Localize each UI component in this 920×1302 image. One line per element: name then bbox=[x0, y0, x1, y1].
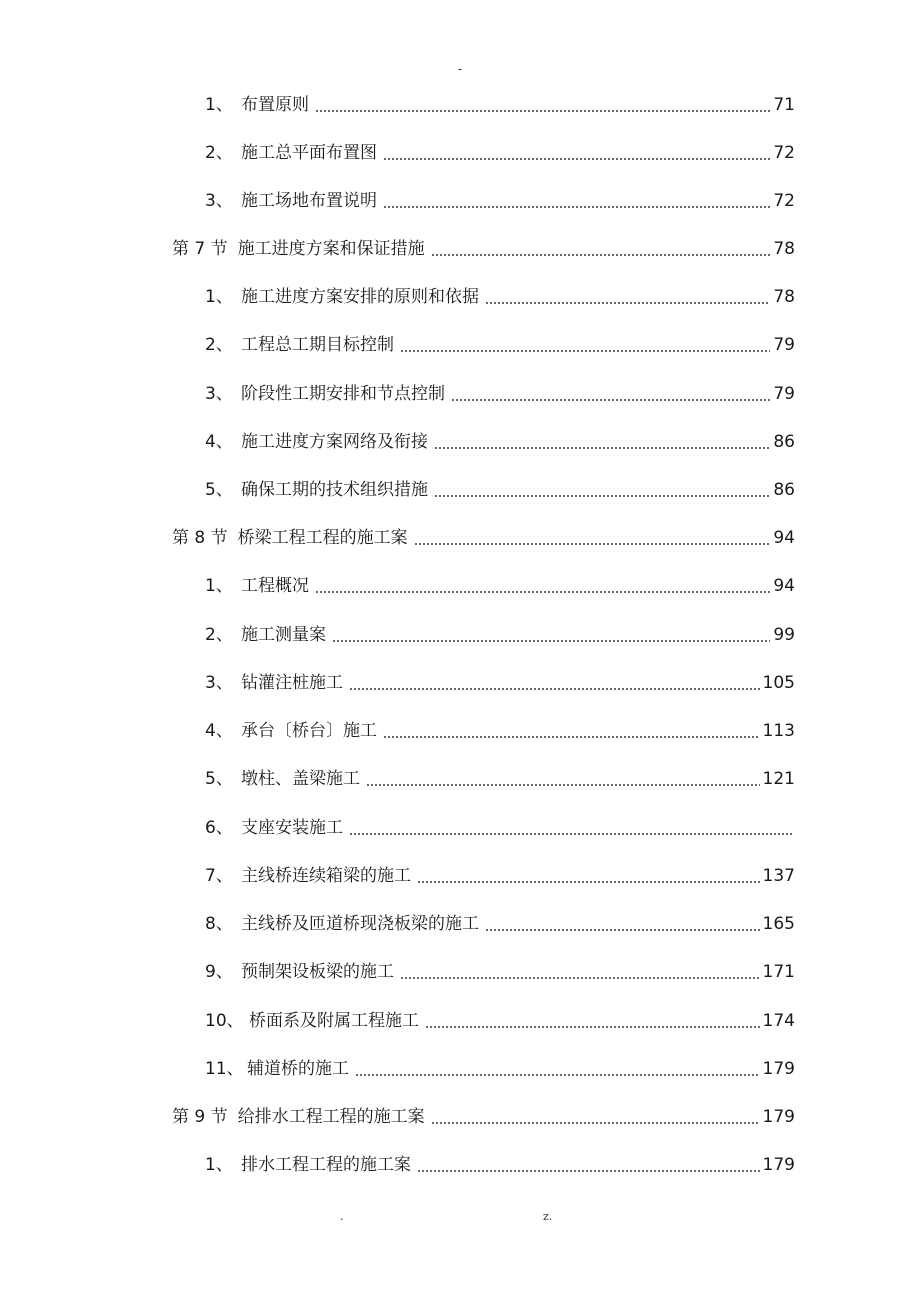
toc-entry-number: 1、 bbox=[205, 1155, 233, 1175]
toc-section-entry[interactable] bbox=[172, 1102, 795, 1132]
toc-entry-number: 6、 bbox=[205, 818, 233, 838]
toc-section-title: 桥梁工程工程的施工案 bbox=[237, 528, 408, 548]
toc-section-page: 179 bbox=[762, 1107, 795, 1127]
toc-section-number: 第 9 节 bbox=[172, 1107, 228, 1127]
toc-entry[interactable] bbox=[205, 668, 795, 698]
toc-entry-title: 主线桥及匝道桥现浇板梁的施工 bbox=[241, 914, 479, 934]
toc-entry-title: 施工进度方案安排的原则和依据 bbox=[241, 287, 479, 307]
toc-entry[interactable] bbox=[205, 957, 795, 987]
toc-entry-number: 5、 bbox=[205, 480, 233, 500]
toc-entry[interactable] bbox=[205, 1006, 795, 1036]
dot-leader bbox=[485, 929, 760, 931]
toc-entry-number: 3、 bbox=[205, 191, 233, 211]
toc-section-number: 第 8 节 bbox=[172, 528, 228, 548]
toc-entry-number: 1、 bbox=[205, 576, 233, 596]
toc-entry-title: 主线桥连续箱梁的施工 bbox=[241, 866, 411, 886]
dot-leader bbox=[383, 158, 770, 160]
toc-entry-title: 辅道桥的施工 bbox=[247, 1059, 349, 1079]
toc-entry-number: 2、 bbox=[205, 335, 233, 355]
table-of-contents bbox=[0, 82, 920, 1192]
toc-entry-number: 11、 bbox=[205, 1059, 244, 1079]
toc-entry-title: 施工测量案 bbox=[241, 625, 326, 645]
toc-entry-number: 7、 bbox=[205, 866, 233, 886]
dot-leader bbox=[431, 254, 771, 256]
toc-entry-number: 10、 bbox=[205, 1011, 244, 1031]
toc-entry-number: 3、 bbox=[205, 384, 233, 404]
toc-entry-number: 3、 bbox=[205, 673, 233, 693]
toc-entry-page: 171 bbox=[762, 962, 795, 982]
toc-section-entry[interactable] bbox=[172, 234, 795, 264]
toc-entry-title: 确保工期的技术组织措施 bbox=[241, 480, 428, 500]
toc-entry[interactable] bbox=[205, 716, 795, 746]
dot-leader bbox=[332, 640, 770, 642]
toc-entry-title: 支座安装施工 bbox=[241, 818, 343, 838]
toc-entry-title: 工程总工期目标控制 bbox=[241, 335, 394, 355]
toc-entry-page: 137 bbox=[762, 866, 795, 886]
toc-section-title: 施工进度方案和保证措施 bbox=[237, 239, 425, 259]
toc-section-number: 第 7 节 bbox=[172, 239, 228, 259]
toc-entry[interactable] bbox=[205, 475, 795, 505]
toc-section-title: 给排水工程工程的施工案 bbox=[237, 1107, 425, 1127]
dot-leader bbox=[366, 784, 760, 786]
toc-entry-number: 4、 bbox=[205, 432, 233, 452]
toc-entry-title: 钻灌注桩施工 bbox=[241, 673, 343, 693]
toc-entry-page: 86 bbox=[773, 480, 795, 500]
toc-entry-page: 174 bbox=[762, 1011, 795, 1031]
dot-leader bbox=[349, 688, 760, 690]
toc-entry-number: 1、 bbox=[205, 287, 233, 307]
toc-entry-page: 79 bbox=[773, 384, 795, 404]
toc-entry-title: 桥面系及附属工程施工 bbox=[249, 1011, 419, 1031]
toc-entry-page: 179 bbox=[762, 1155, 795, 1175]
toc-entry[interactable] bbox=[205, 90, 795, 120]
dot-leader bbox=[451, 399, 770, 401]
dot-leader bbox=[383, 736, 760, 738]
toc-entry[interactable] bbox=[205, 330, 795, 360]
toc-entry-title: 施工总平面布置图 bbox=[241, 143, 377, 163]
dot-leader bbox=[434, 495, 770, 497]
toc-section-page: 94 bbox=[773, 528, 795, 548]
page-footer bbox=[0, 1210, 920, 1226]
toc-entry-page: 86 bbox=[773, 432, 795, 452]
toc-entry-page: 105 bbox=[762, 673, 795, 693]
toc-entry-page: 99 bbox=[773, 625, 795, 645]
toc-entry[interactable] bbox=[205, 186, 795, 216]
toc-entry[interactable] bbox=[205, 861, 795, 891]
dot-leader bbox=[425, 1026, 760, 1028]
toc-entry-page: 71 bbox=[773, 95, 795, 115]
toc-entry[interactable] bbox=[205, 764, 795, 794]
toc-entry-page: 79 bbox=[773, 335, 795, 355]
toc-entry-title: 承台〔桥台〕施工 bbox=[241, 721, 377, 741]
toc-entry-number: 2、 bbox=[205, 625, 233, 645]
dot-leader bbox=[349, 833, 792, 835]
toc-entry-number: 2、 bbox=[205, 143, 233, 163]
toc-section-entry[interactable] bbox=[172, 523, 795, 553]
dot-leader bbox=[414, 543, 771, 545]
dot-leader bbox=[315, 591, 770, 593]
toc-section-page: 78 bbox=[773, 239, 795, 259]
toc-entry-title: 预制架设板梁的施工 bbox=[241, 962, 394, 982]
toc-entry[interactable] bbox=[205, 1150, 795, 1180]
toc-entry-page: 113 bbox=[762, 721, 795, 741]
toc-entry-page: 121 bbox=[762, 769, 795, 789]
toc-entry-title: 施工场地布置说明 bbox=[241, 191, 377, 211]
toc-entry[interactable] bbox=[205, 379, 795, 409]
toc-entry-title: 阶段性工期安排和节点控制 bbox=[241, 384, 445, 404]
toc-entry[interactable] bbox=[205, 138, 795, 168]
toc-entry-page: 94 bbox=[773, 576, 795, 596]
toc-entry[interactable] bbox=[205, 427, 795, 457]
toc-entry-page: 78 bbox=[773, 287, 795, 307]
toc-entry-number: 9、 bbox=[205, 962, 233, 982]
toc-entry-title: 工程概况 bbox=[241, 576, 309, 596]
toc-entry-page: 165 bbox=[762, 914, 795, 934]
dot-leader bbox=[355, 1074, 760, 1076]
toc-entry-number: 4、 bbox=[205, 721, 233, 741]
toc-entry[interactable] bbox=[205, 813, 795, 843]
footer-right-mark: z. bbox=[543, 1210, 553, 1223]
dot-leader bbox=[485, 302, 770, 304]
footer-left-mark: . bbox=[340, 1210, 344, 1223]
toc-entry[interactable] bbox=[205, 1054, 795, 1084]
toc-entry-page: 72 bbox=[773, 191, 795, 211]
toc-entry[interactable] bbox=[205, 571, 795, 601]
dot-leader bbox=[400, 977, 760, 979]
dot-leader bbox=[431, 1122, 760, 1124]
dot-leader bbox=[383, 206, 770, 208]
toc-entry-title: 排水工程工程的施工案 bbox=[241, 1155, 411, 1175]
dot-leader bbox=[417, 881, 760, 883]
toc-entry[interactable] bbox=[205, 909, 795, 939]
dot-leader bbox=[434, 447, 770, 449]
toc-entry-page: 72 bbox=[773, 143, 795, 163]
dot-leader bbox=[400, 350, 770, 352]
toc-entry-title: 墩柱、盖梁施工 bbox=[241, 769, 360, 789]
header-mark: - bbox=[457, 62, 463, 76]
dot-leader bbox=[315, 110, 770, 112]
toc-entry[interactable] bbox=[205, 620, 795, 650]
toc-entry-title: 布置原则 bbox=[241, 95, 309, 115]
toc-entry-number: 8、 bbox=[205, 914, 233, 934]
toc-entry[interactable] bbox=[205, 282, 795, 312]
dot-leader bbox=[417, 1170, 760, 1172]
toc-entry-number: 1、 bbox=[205, 95, 233, 115]
toc-entry-number: 5、 bbox=[205, 769, 233, 789]
toc-entry-page: 179 bbox=[762, 1059, 795, 1079]
toc-entry-title: 施工进度方案网络及衔接 bbox=[241, 432, 428, 452]
